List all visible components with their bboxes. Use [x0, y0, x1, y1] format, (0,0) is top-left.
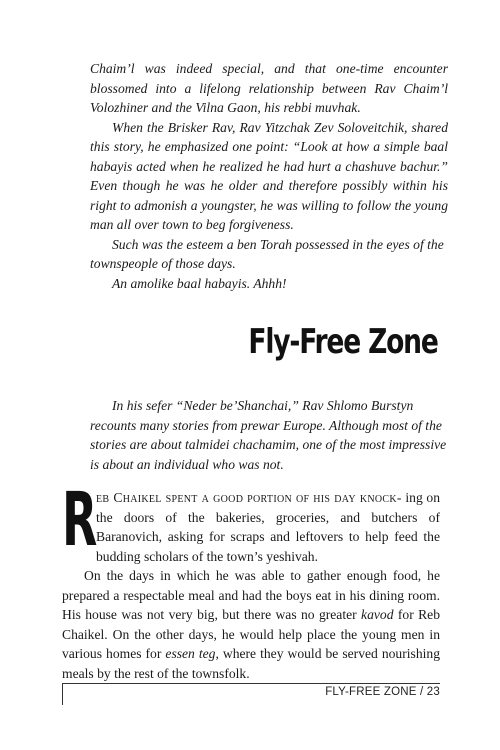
intro-italic-text	[90, 59, 448, 293]
body-text: On the days in which he was able to gather enough food, he prepared a respectable meal and had the boys eat in his dining room. His house was not very big, but there was no greater	[62, 568, 440, 622]
body-paragraph	[62, 477, 440, 566]
epigraph-paragraph: In his sefer “Neder be’Shanchai,” Rav Shlomo Burstyn recounts many stories from prewar Europe. Although most of the stories are about talmidei chachamim, one of the most impressive is about an individual who was not.	[90, 398, 447, 472]
italic-term: essen teg	[165, 646, 216, 661]
body-text: ing on the doors of the bakeries, groceries, and butchers of Baranovich, asking for scraps and leftovers to help feed the budding scholars of the town’s yeshivah.	[96, 490, 440, 564]
intro-paragraph: When the Brisker Rav, Rav Yitzchak Zev Soloveitchik, shared this story, he emphasized one point: “Look at how a simple baal habayis acted when he realized he had hurt a chashuve bachur.” Even though he was he older and therefore possibly within his right to admonish a youngster, he was willing to follow the young man all over town to beg forgiveness.	[90, 119, 448, 232]
body-text: for Reb Chaikel. On the other days, he would help place the young men in various homes for	[62, 607, 440, 661]
chapter-body	[62, 477, 440, 683]
footer-rule-tick	[62, 683, 63, 705]
footer-rule	[62, 683, 440, 684]
running-footer: FLY-FREE ZONE / 23	[325, 686, 440, 698]
italic-term: kavod	[361, 607, 394, 622]
body-paragraph	[62, 566, 440, 683]
opening-smallcaps: eb Chaikel spent a good portion of his day knock-	[96, 490, 402, 505]
chapter-epigraph	[90, 396, 448, 474]
intro-paragraph: An amolike baal habayis. Ahhh!	[112, 275, 287, 291]
intro-paragraph: Such was the esteem a ben Torah possessed in the eyes of the townspeople of those days.	[90, 236, 444, 271]
drop-cap: R	[62, 477, 98, 563]
chapter-title: Fly-Free Zone	[248, 322, 438, 362]
body-text: , where they would be served nourishing meals by the rest of the townsfolk.	[62, 646, 440, 681]
intro-paragraph: Chaim’l was indeed special, and that one-time encounter blossomed into a lifelong relationship between Rav Chaim’l Volozhiner and the Vilna Gaon, his rebbi muvhak.	[90, 61, 448, 115]
